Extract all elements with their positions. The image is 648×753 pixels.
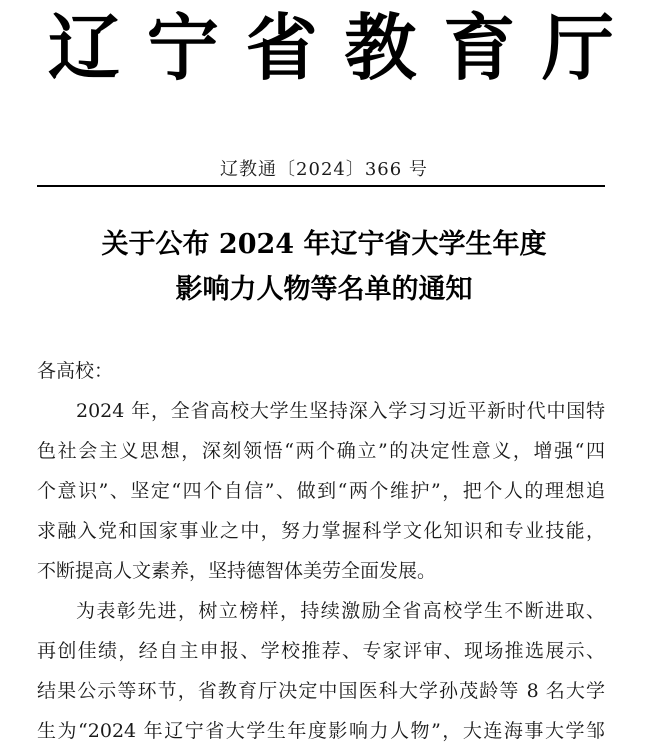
notice-body [37, 351, 605, 751]
notice-title-line: 影响力人物等名单的通知 [175, 274, 473, 305]
issuer-header-char: 育 [443, 5, 516, 90]
body-line: 结果公示等环节，省教育厅决定中国医科大学孙茂龄等 8 名大学 [37, 680, 605, 702]
notice-title [0, 222, 648, 312]
body-line: 2024 年，全省高校大学生坚持深入学习习近平新时代中国特 [76, 400, 605, 422]
issuer-header-char: 教 [344, 5, 417, 90]
salutation: 各高校： [37, 360, 114, 382]
body-line: 求融入党和国家事业之中，努力掌握科学文化知识和专业技能， [37, 520, 605, 542]
paragraph [37, 591, 605, 751]
paragraph [37, 391, 605, 591]
body-line: 不断提高人文素养，坚持德智体美劳全面发展。 [37, 560, 437, 582]
issuer-header [48, 6, 614, 90]
issuer-header-char: 省 [245, 5, 318, 90]
body-line: 个意识”、坚定“四个自信”、做到“两个维护”，把个人的理想追 [37, 480, 605, 502]
body-line: 生为“2024 年辽宁省大学生年度影响力人物”，大连海事大学邹 [37, 720, 605, 742]
body-line: 再创佳绩，经自主申报、学校推荐、专家评审、现场推选展示、 [37, 640, 605, 662]
issuer-header-char: 宁 [146, 5, 219, 90]
body-line: 为表彰先进，树立榜样，持续激励全省高校学生不断进取、 [76, 600, 605, 622]
issuer-header-char: 厅 [541, 5, 614, 90]
body-line: 色社会主义思想，深刻领悟“两个确立”的决定性意义，增强“四 [37, 440, 605, 462]
document-number: 辽教通〔2024〕366 号 [220, 159, 428, 180]
issuer-header-char: 辽 [48, 5, 121, 90]
notice-title-line: 关于公布 2024 年辽宁省大学生年度 [101, 229, 547, 260]
header-divider [37, 185, 605, 187]
